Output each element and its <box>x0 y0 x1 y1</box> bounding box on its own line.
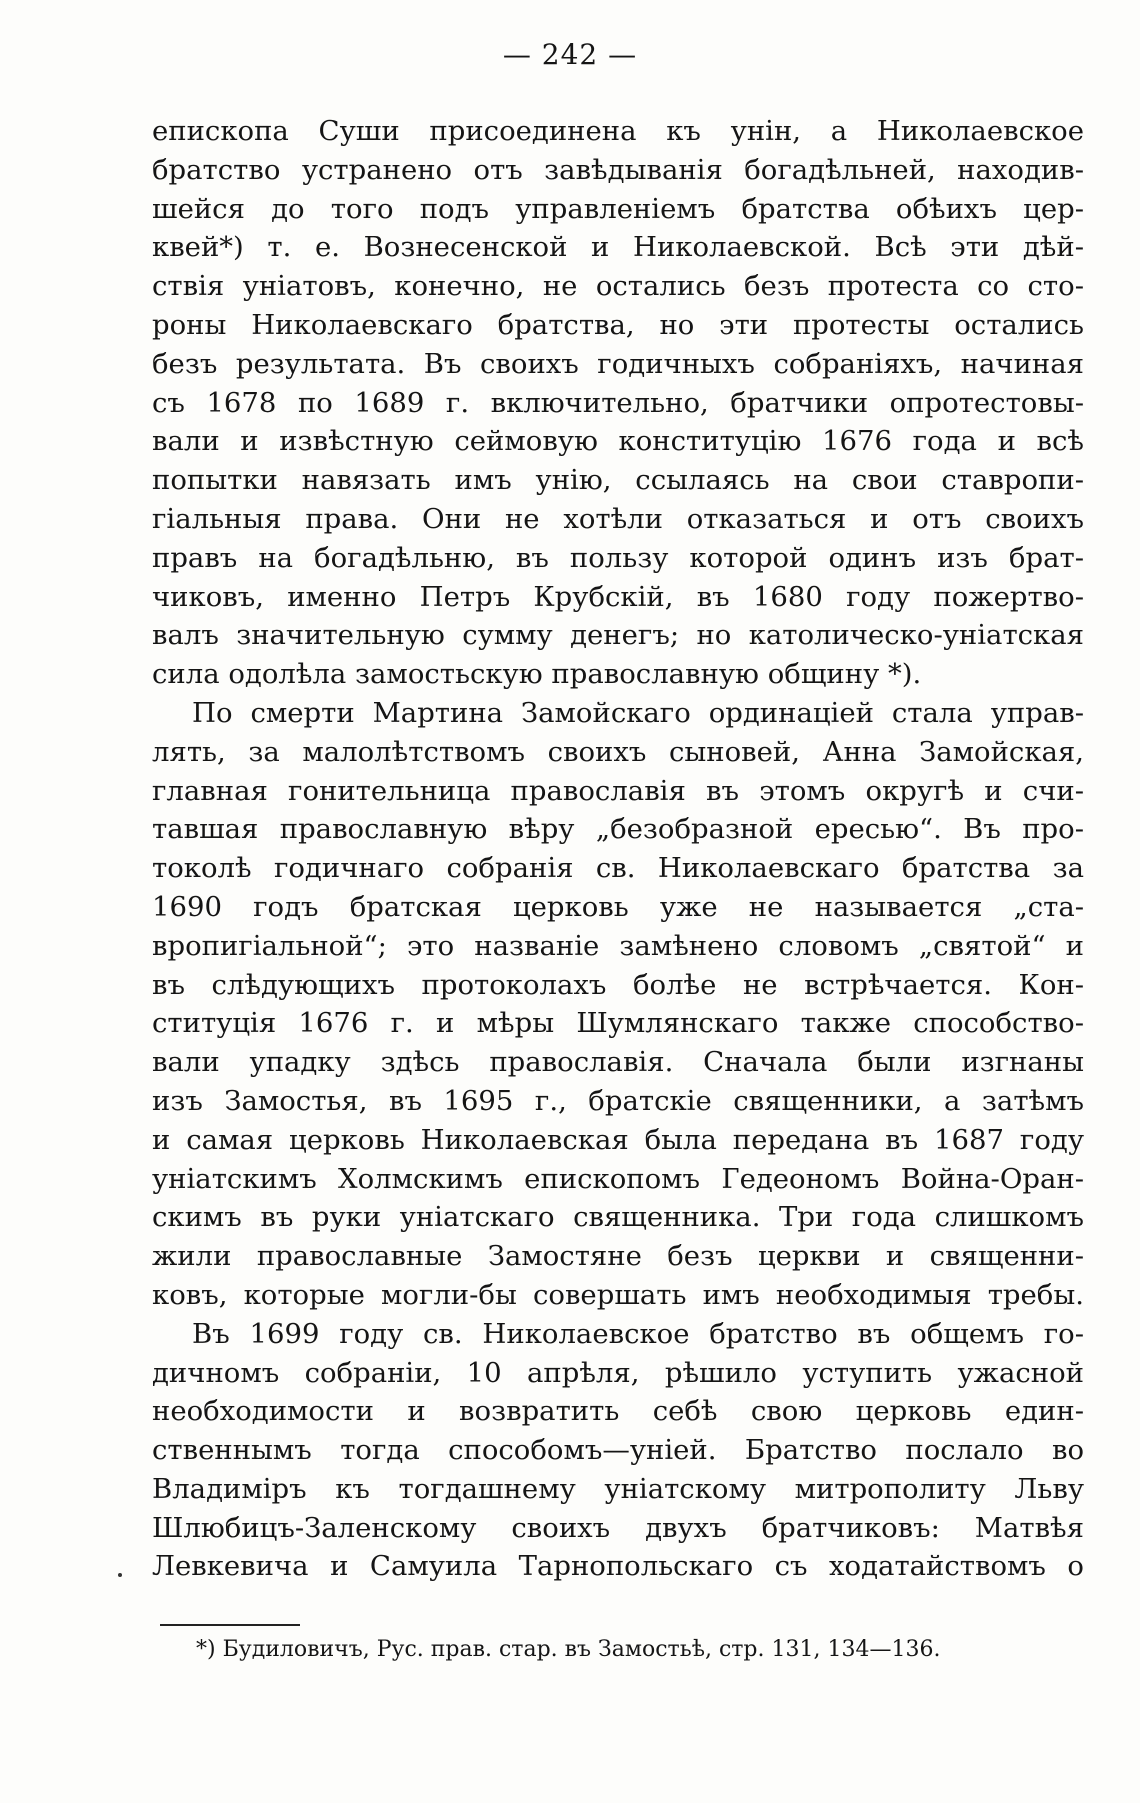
paragraph-start-line: По смерти Мартина Замойскаго ординаціей стала управ- <box>192 696 1084 729</box>
text-line: и самая церковь Николаевская была передана въ 1687 году <box>152 1123 1084 1156</box>
text-line: Левкевича и Самуила Тарнопольскаго съ ходатайствомъ о <box>152 1550 1084 1583</box>
text-line: братство устранено отъ завѣдыванія богадѣльней, находив- <box>152 153 1084 186</box>
text-line: тавшая православную вѣру „безобразной ересью“. Въ про- <box>152 813 1084 846</box>
text-line: Владиміръ къ тогдашнему уніатскому митрополиту Льву <box>152 1472 1084 1505</box>
text-line: ституція 1676 г. и мѣры Шумлянскаго также способство- <box>152 1007 1084 1040</box>
body-text <box>152 112 1084 1586</box>
text-line: епископа Суши присоединена къ унін, а Николаевское <box>152 115 1084 147</box>
footnote-separator <box>160 1624 300 1626</box>
text-line: вропигіальной“; это названіе замѣнено словомъ „святой“ и <box>152 929 1084 962</box>
text-line: главная гонительница православія въ этомъ округѣ и счи- <box>152 774 1084 807</box>
text-line: роны Николаевскаго братства, но эти протесты остались <box>152 308 1084 341</box>
paragraph-end-line: ковъ, которые могли-бы совершать имъ необходимыя требы. <box>152 1278 1084 1311</box>
text-line: 1690 годъ братская церковь уже не называется „ста- <box>152 890 1084 923</box>
text-line: съ 1678 по 1689 г. включительно, братчики опротестовы- <box>152 386 1084 419</box>
text-line: попытки навязать имъ унію, ссылаясь на свои ставропи- <box>152 464 1084 497</box>
text-line: ствія уніатовъ, конечно, не остались безъ протеста со сто- <box>152 270 1084 303</box>
page-number: — 242 — <box>502 38 638 71</box>
text-line: дичномъ собраніи, 10 апрѣля, рѣшило уступить ужасной <box>152 1356 1084 1389</box>
margin-mark <box>118 1573 122 1577</box>
text-line: квей*) т. е. Вознесенской и Николаевской. Всѣ эти дѣй- <box>152 231 1084 264</box>
text-line: безъ результата. Въ своихъ годичныхъ собраніяхъ, начиная <box>152 347 1084 380</box>
text-line: въ слѣдующихъ протоколахъ болѣе не встрѣчается. Кон- <box>152 968 1084 1001</box>
text-line: вали упадку здѣсь православія. Сначала были изгнаны <box>152 1046 1084 1079</box>
text-line: жили православные Замостяне безъ церкви и священни- <box>152 1240 1084 1273</box>
text-line: чиковъ, именно Петръ Крубскій, въ 1680 году пожертво- <box>152 580 1084 613</box>
paragraph-end-line: сила одолѣла замостьскую православную общину *). <box>152 658 922 691</box>
text-line: правъ на богадѣльню, въ пользу которой одинъ изъ брат- <box>152 541 1084 574</box>
text-line: необходимости и возвратить себѣ свою церковь един- <box>152 1395 1084 1428</box>
text-line: изъ Замостья, въ 1695 г., братскіе священники, а затѣмъ <box>152 1084 1084 1117</box>
text-line: вали и извѣстную сеймовую конституцію 1676 года и всѣ <box>152 425 1084 458</box>
text-line: токолѣ годичнаго собранія св. Николаевскаго братства за <box>152 852 1084 885</box>
text-line: шейся до того подъ управленіемъ братства обѣихъ цер- <box>152 192 1084 225</box>
text-line: уніатскимъ Холмскимъ епископомъ Гедеономъ Война-Оран- <box>152 1162 1084 1195</box>
text-line: Шлюбицъ-Заленскому своихъ двухъ братчиковъ: Матвѣя <box>152 1511 1084 1544</box>
text-line: валъ значительную сумму денегъ; но католическо-уніатская <box>152 619 1084 652</box>
paragraph-start-line: Въ 1699 году св. Николаевское братство въ общемъ го- <box>192 1317 1084 1350</box>
text-line: лять, за малолѣтствомъ своихъ сыновей, Анна Замойская, <box>152 735 1084 768</box>
text-line: скимъ въ руки уніатскаго священника. Три года слишкомъ <box>152 1201 1084 1234</box>
footnote: *) Будиловичъ, Рус. прав. стар. въ Замостьѣ, стр. 131, 134—136. <box>196 1637 941 1662</box>
text-line: ственнымъ тогда способомъ—уніей. Братство послало во <box>152 1434 1084 1467</box>
text-line: гіальныя права. Они не хотѣли отказаться и отъ своихъ <box>152 502 1084 535</box>
